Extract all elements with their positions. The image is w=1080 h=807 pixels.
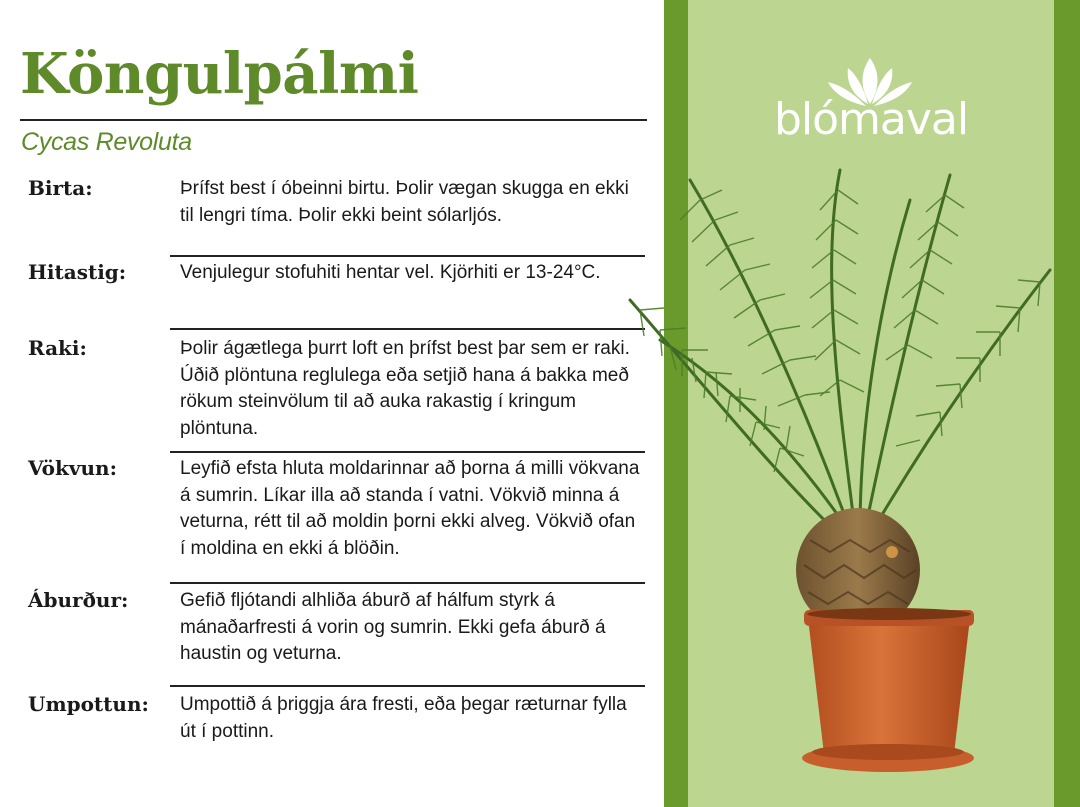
care-label: Umpottun: xyxy=(28,692,149,716)
care-label: Birta: xyxy=(28,176,93,200)
care-text: Gefið fljótandi alhliða áburð af hálfum styrk á mánaðarfresti á vorin og sumrin. Ekki gefa áburð á haustin og veturna. xyxy=(180,590,606,664)
row-divider xyxy=(170,582,645,584)
care-label: Hitastig: xyxy=(28,260,127,284)
plant-image xyxy=(620,160,1080,780)
page-title: Köngulpálmi xyxy=(20,41,419,107)
row-divider xyxy=(170,255,645,257)
care-label: Raki: xyxy=(28,336,87,360)
scientific-name: Cycas Revoluta xyxy=(21,128,192,156)
row-divider xyxy=(170,328,645,330)
title-divider xyxy=(20,119,647,121)
care-text: Venjulegur stofuhiti hentar vel. Kjörhiti er 13-24°C. xyxy=(180,262,601,283)
care-label: Vökvun: xyxy=(28,456,117,480)
brand-logo: blómaval xyxy=(773,94,969,145)
care-text: Leyfið efsta hluta moldarinnar að þorna á milli vökvana á sumrin. Líkar illa að standa í vatni. Vökvið minna á veturna, rétt til að moldin þorni ekki alveg. Vökvið ofan í moldina en ekki á blöðin. xyxy=(180,458,640,559)
row-divider xyxy=(170,685,645,687)
care-text: Umpottið á þriggja ára fresti, eða þegar ræturnar fylla út í pottinn. xyxy=(180,694,627,742)
care-label: Áburður: xyxy=(28,588,129,612)
care-text: Þrífst best í óbeinni birtu. Þolir vægan skugga en ekki til lengri tíma. Þolir ekki beint sólarljós. xyxy=(180,178,629,226)
care-text: Þolir ágætlega þurrt loft en þrífst best þar sem er raki. Úðið plöntuna reglulega eða setjið hana á bakka með rökum steinvölum til að auka rakastig í kringum plöntuna. xyxy=(180,338,630,439)
row-divider xyxy=(170,451,645,453)
